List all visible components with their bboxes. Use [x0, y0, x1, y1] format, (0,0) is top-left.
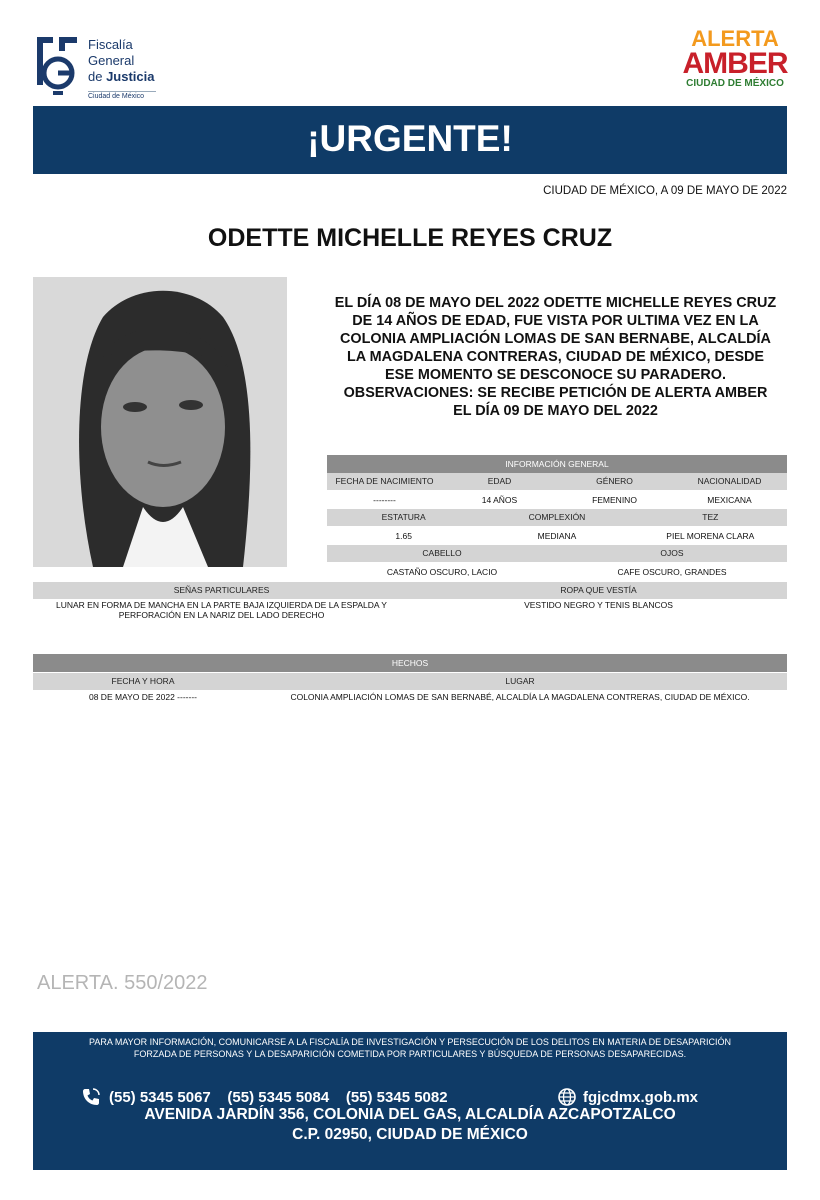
fgj-line1: Fiscalía	[88, 37, 133, 52]
header-clothing: ROPA QUE VESTÍA	[560, 585, 637, 595]
info-title-row	[327, 455, 787, 473]
footer-address	[33, 1105, 787, 1145]
alerta-amber-logo-icon	[680, 28, 790, 103]
marks-header-row	[33, 582, 787, 599]
value-skin: PIEL MORENA CLARA	[666, 531, 755, 541]
value-marks-line2: PERFORACIÓN EN LA NARIZ DEL LADO DERECHO	[118, 610, 325, 620]
facts-title: HECHOS	[391, 658, 429, 668]
fgj-logo-icon	[33, 33, 81, 99]
value-hair: CASTAÑO OSCURO, LACIO	[386, 567, 498, 577]
globe-icon	[557, 1087, 577, 1107]
phone-icon	[81, 1087, 101, 1107]
marks-value-row	[33, 600, 787, 624]
urgent-banner: ¡URGENTE!	[33, 106, 787, 174]
header-birth-date: FECHA DE NACIMIENTO	[335, 476, 434, 486]
footer-info	[33, 1037, 787, 1060]
info-value-row-1	[327, 491, 787, 509]
fgj-line3-b: Justicia	[106, 69, 155, 84]
value-date-time: 08 DE MAYO DE 2022 -------	[88, 692, 197, 702]
header-date-time: FECHA Y HORA	[111, 676, 175, 686]
value-build: MEDIANA	[537, 531, 577, 541]
info-header-row-1	[327, 473, 787, 490]
info-header-row-3	[327, 545, 787, 562]
address-line2: C.P. 02950, CIUDAD DE MÉXICO	[292, 1126, 528, 1143]
missing-person-photo	[33, 277, 287, 567]
header-skin: TEZ	[702, 512, 719, 522]
facts-header-row	[33, 673, 787, 690]
footer	[33, 1032, 787, 1170]
fgj-logo-text	[88, 37, 155, 85]
header-eyes: OJOS	[660, 548, 684, 558]
amber-line3: CIUDAD DE MÉXICO	[686, 78, 784, 89]
value-particular-marks	[33, 600, 410, 624]
missing-person-name: ODETTE MICHELLE REYES CRUZ	[207, 224, 613, 252]
facts-value-row	[33, 690, 787, 704]
header-build: COMPLEXIÓN	[528, 512, 586, 522]
header-particular-marks: SEÑAS PARTICULARES	[173, 585, 270, 595]
value-nationality: MEXICANA	[707, 495, 752, 505]
info-value-row-2	[327, 527, 787, 545]
address-line1: AVENIDA JARDÍN 356, COLONIA DEL GAS, ALCALDÍA AZCAPOTZALCO	[144, 1106, 676, 1123]
phone-numbers: (55) 5345 5067 (55) 5345 5084 (55) 5345 5082	[109, 1088, 448, 1106]
fgj-sub: Ciudad de México	[88, 91, 156, 100]
value-birth-date: --------	[373, 495, 396, 505]
amber-line2: AMBER	[682, 47, 788, 80]
footer-info-line2: FORZADA DE PERSONAS Y LA DESAPARICIÓN COMETIDA POR PARTICULARES Y BÚSQUEDA DE PERSONAS DESAPARECIDAS.	[133, 1048, 687, 1059]
header-gender: GÉNERO	[596, 476, 633, 486]
header-nationality: NACIONALIDAD	[697, 476, 762, 486]
amber-line1: ALERTA	[691, 26, 779, 51]
observations-text: OBSERVACIONES: SE RECIBE PETICIÓN DE ALERTA AMBER EL DÍA 09 DE MAYO DEL 2022	[343, 385, 768, 419]
info-value-row-3	[327, 563, 787, 581]
description-text: EL DÍA 08 DE MAYO DEL 2022 ODETTE MICHELLE REYES CRUZ DE 14 AÑOS DE EDAD, FUE VISTA POR ULTIMA VEZ EN LA COLONIA AMPLIACIÓN LOMAS DE SAN BERNABE, ALCALDÍA LA MAGDALENA CONTRERAS, CIUDAD DE MÉXICO, DESDE ESE MOMENTO SE DESCONOCE SU PARADERO.	[334, 295, 777, 383]
facts-title-row	[33, 654, 787, 672]
value-gender: FEMENINO	[592, 495, 637, 505]
value-place: COLONIA AMPLIACIÓN LOMAS DE SAN BERNABÉ, ALCALDÍA LA MAGDALENA CONTRERAS, CIUDAD DE MÉXICO.	[290, 692, 750, 702]
fgj-logo	[33, 33, 163, 103]
info-header-row-2	[327, 509, 787, 526]
value-age: 14 AÑOS	[481, 495, 518, 505]
header-age: EDAD	[487, 476, 512, 486]
fgj-line3	[88, 69, 155, 85]
fgj-line2: General	[88, 53, 135, 68]
alert-number: ALERTA. 550/2022	[37, 972, 208, 994]
footer-info-line1: PARA MAYOR INFORMACIÓN, COMUNICARSE A LA FISCALÍA DE INVESTIGACIÓN Y PERSECUCIÓN DE LOS DELITOS EN MATERIA DE DESAPARICIÓN	[89, 1037, 731, 1047]
info-title: INFORMACIÓN GENERAL	[505, 459, 609, 469]
value-marks-line1: LUNAR EN FORMA DE MANCHA EN LA PARTE BAJA IZQUIERDA DE LA ESPALDA Y	[56, 600, 387, 610]
header-hair: CABELLO	[422, 548, 462, 558]
website-link[interactable]: fgjcdmx.gob.mx	[583, 1088, 699, 1106]
value-height: 1.65	[395, 531, 412, 541]
issue-date: CIUDAD DE MÉXICO, A 09 DE MAYO DE 2022	[543, 185, 787, 197]
header-place: LUGAR	[505, 676, 535, 686]
value-clothing: VESTIDO NEGRO Y TENIS BLANCOS	[524, 600, 673, 610]
description-block	[333, 294, 778, 420]
footer-phones	[81, 1087, 448, 1107]
footer-website	[557, 1087, 698, 1107]
header-height: ESTATURA	[381, 512, 426, 522]
fgj-line3-a: de	[88, 69, 107, 84]
value-eyes: CAFE OSCURO, GRANDES	[617, 567, 727, 577]
